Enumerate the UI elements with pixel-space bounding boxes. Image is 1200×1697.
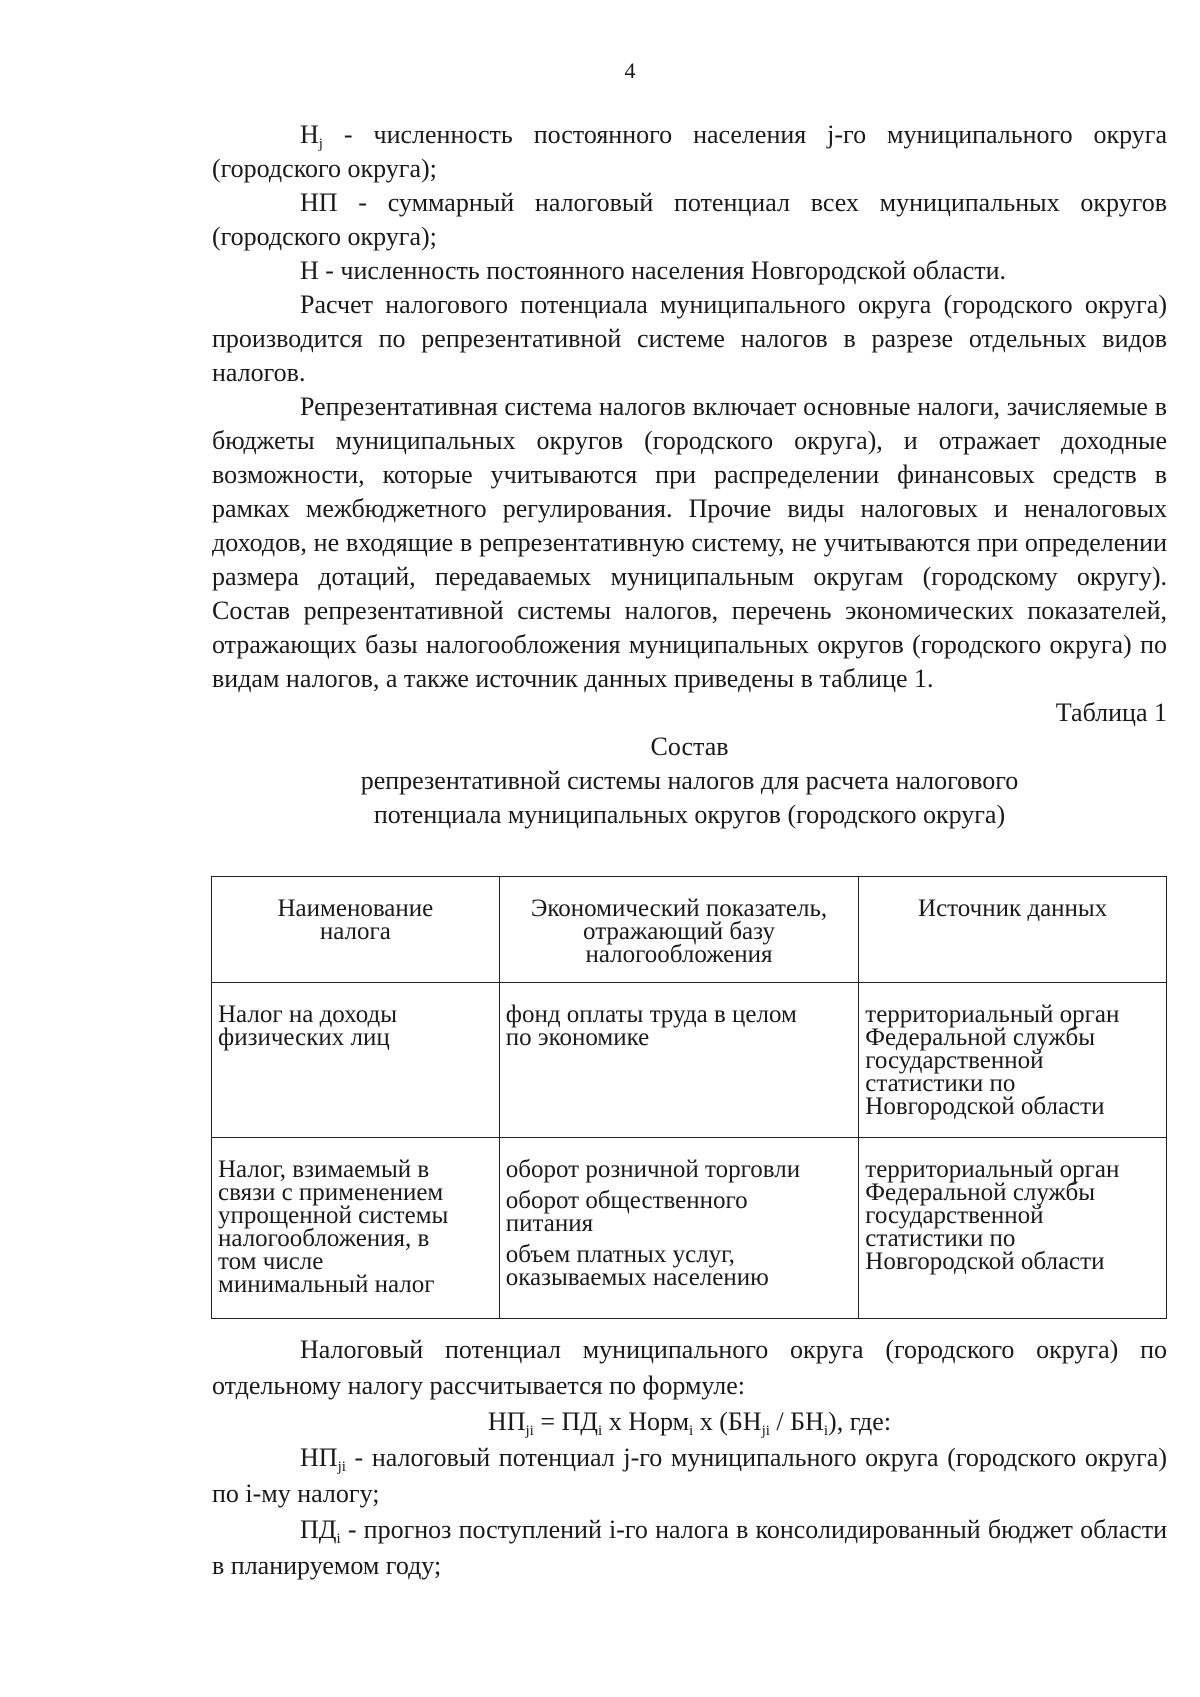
formula-subscript: i bbox=[823, 1423, 829, 1439]
definition-text: - численность постоянного населения j-го муниципального округа (городского округа); bbox=[212, 120, 1167, 183]
cell-source bbox=[859, 983, 1167, 1138]
formula-part: x Норм bbox=[602, 1407, 690, 1436]
table-row bbox=[212, 983, 1167, 1138]
body-text-top bbox=[212, 118, 1167, 832]
formula-part: x (БН bbox=[693, 1407, 762, 1436]
cell-text: государственной bbox=[865, 1047, 1044, 1074]
cell-text: Налог, взимаемый в bbox=[218, 1156, 430, 1183]
table-title-2: репрезентативной системы налогов для расчета налогового bbox=[360, 766, 1019, 795]
formula-part: ), где: bbox=[828, 1407, 892, 1436]
paragraph-hj bbox=[212, 118, 1167, 186]
cell-source bbox=[859, 1138, 1167, 1319]
paragraph-pdi bbox=[212, 1512, 1167, 1584]
symbol-h: Н bbox=[300, 120, 319, 149]
cell-tax-name bbox=[212, 1138, 500, 1319]
header-source bbox=[859, 877, 1167, 983]
header-text: Экономический показатель, bbox=[530, 895, 828, 922]
header-text: налога bbox=[319, 918, 391, 945]
cell-text: налогообложения, в bbox=[218, 1225, 430, 1252]
cell-text: территориальный орган bbox=[865, 1156, 1120, 1183]
cell-text: статистики по bbox=[865, 1070, 1016, 1097]
cell-text: оказываемых населению bbox=[505, 1264, 769, 1291]
header-indicator bbox=[499, 877, 859, 983]
definition-text: - прогноз поступлений i-го налога в консолидированный бюджет области в планируемом году; bbox=[212, 1515, 1167, 1580]
cell-text: объем платных услуг, bbox=[505, 1241, 735, 1268]
page-number: 4 bbox=[624, 58, 636, 83]
body-text-bottom bbox=[212, 1332, 1167, 1584]
symbol-pd: ПД bbox=[300, 1515, 337, 1544]
definition-text: - налоговый потенциал j-го муниципального округа (городского округа) по i-му налогу; bbox=[212, 1443, 1167, 1508]
formula bbox=[212, 1404, 1167, 1440]
paragraph-h: Н - численность постоянного населения Новгородской области. bbox=[300, 256, 1007, 285]
cell-indicator bbox=[499, 983, 859, 1138]
cell-text: Новгородской области bbox=[865, 1093, 1105, 1120]
subscript-j: j bbox=[318, 136, 323, 152]
paragraph-representative-system: Репрезентативная система налогов включает основные налоги, зачисляемые в бюджеты муниципальных округов (городского округа), и отражает доходные возможности, которые учитываются при распределении финансовых средств в рамках межбюджетного регулирования. Прочие виды налоговых и неналоговых доходов, не входящие в репрезентативную систему, не учитываются при определении размера дотаций, передаваемых муниципальным округам (городскому округу). Состав репрезентативной системы налогов, перечень экономических показателей, отражающих базы налогообложения муниципальных округов (городского округа) по видам налогов, а также источник данных приведены в таблице 1. bbox=[212, 392, 1167, 693]
cell-text: фонд оплаты труда в целом bbox=[505, 1001, 797, 1028]
subscript-i: i bbox=[336, 1531, 341, 1547]
formula-part: = ПД bbox=[533, 1407, 599, 1436]
formula-subscript: i bbox=[598, 1423, 603, 1439]
paragraph-npji bbox=[212, 1440, 1167, 1512]
cell-text: по экономике bbox=[505, 1024, 650, 1051]
formula-part: НП bbox=[487, 1407, 526, 1436]
table-title-3: потенциала муниципальных округов (городского округа) bbox=[373, 800, 1006, 829]
paragraph-calculation: Расчет налогового потенциала муниципального округа (городского округа) производится по репрезентативной системе налогов в разрезе отдельных видов налогов. bbox=[212, 290, 1167, 387]
header-tax-name bbox=[212, 877, 500, 983]
paragraph-formula-intro: Налоговый потенциал муниципального округа (городского округа) по отдельному налогу рассчитывается по формуле: bbox=[212, 1335, 1167, 1400]
cell-text: упрощенной системы bbox=[218, 1202, 449, 1229]
symbol-np: НП bbox=[300, 1443, 338, 1472]
cell-text: территориальный орган bbox=[865, 1001, 1120, 1028]
header-text: Источник данных bbox=[918, 895, 1108, 922]
formula-subscript: ji bbox=[761, 1423, 770, 1439]
cell-text: статистики по bbox=[865, 1225, 1016, 1252]
cell-text: оборот розничной торговли bbox=[505, 1156, 801, 1183]
tax-system-table bbox=[211, 876, 1167, 1319]
cell-text: государственной bbox=[865, 1202, 1044, 1229]
cell-text: Федеральной службы bbox=[865, 1179, 1096, 1206]
cell-text: Федеральной службы bbox=[865, 1024, 1096, 1051]
cell-tax-name bbox=[212, 983, 500, 1138]
cell-text: питания bbox=[505, 1210, 594, 1237]
formula-subscript: ji bbox=[525, 1423, 534, 1439]
cell-text: Новгородской области bbox=[865, 1248, 1105, 1275]
header-text: отражающий базу bbox=[583, 918, 775, 945]
header-text: Наименование bbox=[277, 895, 434, 922]
formula-part: / БН bbox=[769, 1407, 824, 1436]
cell-text: связи с применением bbox=[218, 1179, 444, 1206]
table-label: Таблица 1 bbox=[1055, 698, 1167, 727]
paragraph-np: НП - суммарный налоговый потенциал всех муниципальных округов (городского округа); bbox=[212, 188, 1167, 251]
table-row bbox=[212, 1138, 1167, 1319]
cell-text: том числе bbox=[218, 1248, 324, 1275]
table-title-1: Состав bbox=[650, 732, 729, 761]
cell-text: физических лиц bbox=[218, 1024, 390, 1051]
cell-text: Налог на доходы bbox=[218, 1001, 398, 1028]
header-text: налогообложения bbox=[585, 941, 773, 968]
subscript-ji: ji bbox=[337, 1459, 346, 1475]
cell-text: минимальный налог bbox=[218, 1271, 435, 1298]
cell-indicator bbox=[499, 1138, 859, 1319]
table-header-row bbox=[212, 877, 1167, 983]
formula-subscript: i bbox=[689, 1423, 694, 1439]
cell-text: оборот общественного bbox=[505, 1187, 748, 1214]
